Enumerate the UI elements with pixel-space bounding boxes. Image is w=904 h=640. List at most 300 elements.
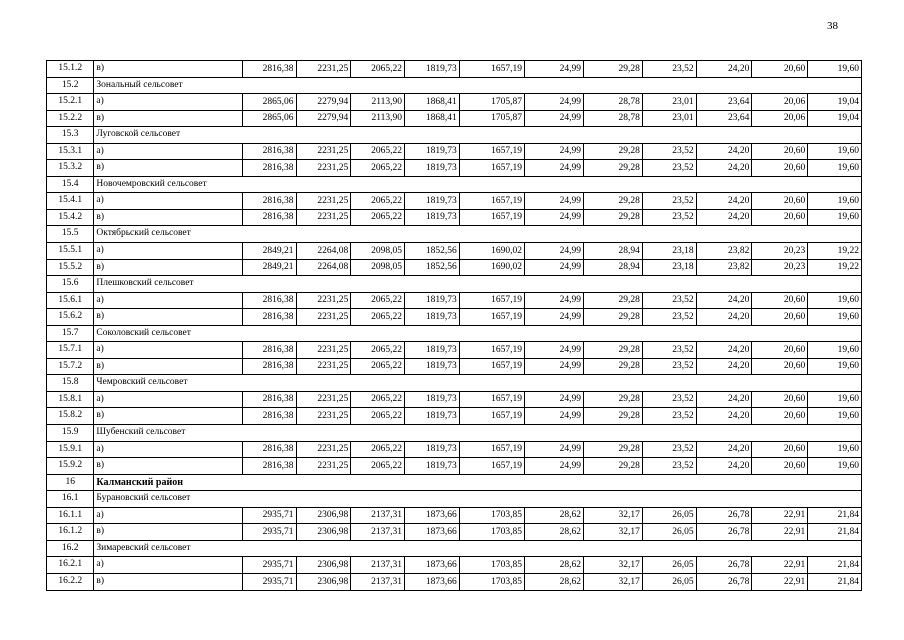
value-cell: 32,17 bbox=[583, 557, 642, 574]
value-cell: 21,84 bbox=[808, 524, 862, 541]
value-cell: 19,60 bbox=[808, 391, 862, 408]
value-cell: 29,28 bbox=[583, 209, 642, 226]
value-cell: 26,05 bbox=[642, 557, 696, 574]
section-title: Шубенский сельсовет bbox=[94, 425, 862, 442]
table-row bbox=[47, 391, 862, 408]
value-cell: 23,52 bbox=[642, 143, 696, 160]
value-cell: 2935,71 bbox=[242, 507, 296, 524]
table-row bbox=[47, 292, 862, 309]
value-cell: 1690,02 bbox=[459, 243, 524, 260]
value-cell: 23,52 bbox=[642, 193, 696, 210]
value-cell: 2065,22 bbox=[351, 391, 405, 408]
value-cell: 2816,38 bbox=[242, 193, 296, 210]
value-cell: 23,52 bbox=[642, 342, 696, 359]
table-row bbox=[47, 243, 862, 260]
value-cell: 1852,56 bbox=[404, 259, 459, 276]
table-row bbox=[47, 160, 862, 177]
value-cell: 23,52 bbox=[642, 358, 696, 375]
row-code: 15.9.1 bbox=[47, 441, 94, 458]
section-header-row bbox=[47, 77, 862, 94]
value-cell: 20,60 bbox=[752, 143, 808, 160]
value-cell: 2279,94 bbox=[296, 94, 351, 111]
value-cell: 2865,06 bbox=[242, 110, 296, 127]
value-cell: 29,28 bbox=[583, 292, 642, 309]
value-cell: 2816,38 bbox=[242, 160, 296, 177]
value-cell: 22,91 bbox=[752, 573, 808, 590]
value-cell: 19,04 bbox=[808, 94, 862, 111]
row-code: 15.3 bbox=[47, 127, 94, 144]
value-cell: 2231,25 bbox=[296, 342, 351, 359]
value-cell: 29,28 bbox=[583, 193, 642, 210]
section-header-row bbox=[47, 127, 862, 144]
value-cell: 20,06 bbox=[752, 94, 808, 111]
value-cell: 28,94 bbox=[583, 259, 642, 276]
row-label: а) bbox=[94, 94, 242, 111]
value-cell: 24,99 bbox=[525, 160, 584, 177]
value-cell: 24,20 bbox=[696, 391, 752, 408]
value-cell: 1657,19 bbox=[459, 458, 524, 475]
table-row bbox=[47, 507, 862, 524]
table-row bbox=[47, 61, 862, 78]
value-cell: 20,60 bbox=[752, 408, 808, 425]
value-cell: 21,84 bbox=[808, 507, 862, 524]
value-cell: 2231,25 bbox=[296, 193, 351, 210]
value-cell: 23,52 bbox=[642, 292, 696, 309]
value-cell: 24,20 bbox=[696, 209, 752, 226]
value-cell: 2231,25 bbox=[296, 408, 351, 425]
value-cell: 24,20 bbox=[696, 342, 752, 359]
value-cell: 1819,73 bbox=[404, 209, 459, 226]
value-cell: 2231,25 bbox=[296, 61, 351, 78]
value-cell: 26,78 bbox=[696, 573, 752, 590]
value-cell: 1819,73 bbox=[404, 292, 459, 309]
table-row bbox=[47, 110, 862, 127]
value-cell: 1657,19 bbox=[459, 441, 524, 458]
value-cell: 1657,19 bbox=[459, 143, 524, 160]
value-cell: 19,60 bbox=[808, 441, 862, 458]
row-code: 16 bbox=[47, 474, 94, 491]
value-cell: 1873,66 bbox=[404, 557, 459, 574]
value-cell: 19,60 bbox=[808, 61, 862, 78]
value-cell: 24,20 bbox=[696, 458, 752, 475]
value-cell: 28,62 bbox=[525, 573, 584, 590]
value-cell: 2816,38 bbox=[242, 143, 296, 160]
value-cell: 24,99 bbox=[525, 408, 584, 425]
value-cell: 29,28 bbox=[583, 143, 642, 160]
value-cell: 1703,85 bbox=[459, 507, 524, 524]
value-cell: 1657,19 bbox=[459, 61, 524, 78]
table-row bbox=[47, 94, 862, 111]
value-cell: 2935,71 bbox=[242, 557, 296, 574]
value-cell: 24,20 bbox=[696, 441, 752, 458]
value-cell: 20,60 bbox=[752, 193, 808, 210]
value-cell: 2816,38 bbox=[242, 342, 296, 359]
value-cell: 1690,02 bbox=[459, 259, 524, 276]
value-cell: 19,04 bbox=[808, 110, 862, 127]
value-cell: 1657,19 bbox=[459, 342, 524, 359]
table-row bbox=[47, 193, 862, 210]
value-cell: 1657,19 bbox=[459, 292, 524, 309]
value-cell: 29,28 bbox=[583, 342, 642, 359]
value-cell: 23,18 bbox=[642, 243, 696, 260]
value-cell: 28,62 bbox=[525, 507, 584, 524]
value-cell: 2113,90 bbox=[351, 110, 405, 127]
row-code: 15.6.2 bbox=[47, 309, 94, 326]
value-cell: 2816,38 bbox=[242, 441, 296, 458]
row-code: 15.8.2 bbox=[47, 408, 94, 425]
row-code: 15.1.2 bbox=[47, 61, 94, 78]
value-cell: 23,52 bbox=[642, 391, 696, 408]
value-cell: 2231,25 bbox=[296, 391, 351, 408]
section-title: Плешковский сельсовет bbox=[94, 276, 862, 293]
value-cell: 21,84 bbox=[808, 573, 862, 590]
value-cell: 23,52 bbox=[642, 61, 696, 78]
row-code: 15.5.2 bbox=[47, 259, 94, 276]
row-label: а) bbox=[94, 143, 242, 160]
value-cell: 2306,98 bbox=[296, 507, 351, 524]
row-code: 15.5 bbox=[47, 226, 94, 243]
row-label: в) bbox=[94, 309, 242, 326]
value-cell: 23,64 bbox=[696, 110, 752, 127]
value-cell: 2816,38 bbox=[242, 209, 296, 226]
value-cell: 24,20 bbox=[696, 358, 752, 375]
value-cell: 2113,90 bbox=[351, 94, 405, 111]
value-cell: 1657,19 bbox=[459, 193, 524, 210]
value-cell: 1819,73 bbox=[404, 342, 459, 359]
row-label: а) bbox=[94, 292, 242, 309]
value-cell: 2098,05 bbox=[351, 243, 405, 260]
value-cell: 2816,38 bbox=[242, 358, 296, 375]
value-cell: 2816,38 bbox=[242, 391, 296, 408]
value-cell: 24,99 bbox=[525, 342, 584, 359]
value-cell: 1819,73 bbox=[404, 391, 459, 408]
table-row bbox=[47, 143, 862, 160]
value-cell: 23,82 bbox=[696, 259, 752, 276]
value-cell: 1819,73 bbox=[404, 408, 459, 425]
value-cell: 1657,19 bbox=[459, 209, 524, 226]
section-title: Луговской сельсовет bbox=[94, 127, 862, 144]
value-cell: 1703,85 bbox=[459, 557, 524, 574]
value-cell: 1873,66 bbox=[404, 524, 459, 541]
table-row bbox=[47, 342, 862, 359]
value-cell: 1819,73 bbox=[404, 309, 459, 326]
value-cell: 28,62 bbox=[525, 557, 584, 574]
value-cell: 2306,98 bbox=[296, 557, 351, 574]
value-cell: 22,91 bbox=[752, 557, 808, 574]
table-body bbox=[47, 61, 862, 591]
value-cell: 1705,87 bbox=[459, 94, 524, 111]
table-row bbox=[47, 408, 862, 425]
section-header-row bbox=[47, 491, 862, 508]
value-cell: 1868,41 bbox=[404, 110, 459, 127]
value-cell: 20,60 bbox=[752, 358, 808, 375]
row-code: 15.9 bbox=[47, 425, 94, 442]
value-cell: 28,78 bbox=[583, 110, 642, 127]
row-code: 15.6.1 bbox=[47, 292, 94, 309]
table-row bbox=[47, 259, 862, 276]
value-cell: 26,05 bbox=[642, 524, 696, 541]
value-cell: 24,20 bbox=[696, 61, 752, 78]
value-cell: 19,60 bbox=[808, 458, 862, 475]
section-header-row bbox=[47, 375, 862, 392]
value-cell: 24,99 bbox=[525, 458, 584, 475]
row-label: в) bbox=[94, 524, 242, 541]
value-cell: 2065,22 bbox=[351, 61, 405, 78]
value-cell: 2306,98 bbox=[296, 573, 351, 590]
value-cell: 22,91 bbox=[752, 507, 808, 524]
value-cell: 19,60 bbox=[808, 160, 862, 177]
value-cell: 2137,31 bbox=[351, 524, 405, 541]
value-cell: 24,20 bbox=[696, 408, 752, 425]
value-cell: 2849,21 bbox=[242, 259, 296, 276]
value-cell: 20,60 bbox=[752, 61, 808, 78]
value-cell: 23,52 bbox=[642, 441, 696, 458]
value-cell: 2816,38 bbox=[242, 292, 296, 309]
value-cell: 29,28 bbox=[583, 160, 642, 177]
value-cell: 23,18 bbox=[642, 259, 696, 276]
value-cell: 2231,25 bbox=[296, 458, 351, 475]
section-header-row bbox=[47, 540, 862, 557]
value-cell: 2935,71 bbox=[242, 524, 296, 541]
section-title: Чемровский сельсовет bbox=[94, 375, 862, 392]
row-code: 15.3.1 bbox=[47, 143, 94, 160]
value-cell: 24,99 bbox=[525, 94, 584, 111]
value-cell: 1657,19 bbox=[459, 160, 524, 177]
value-cell: 1819,73 bbox=[404, 143, 459, 160]
row-code: 16.2.2 bbox=[47, 573, 94, 590]
value-cell: 32,17 bbox=[583, 573, 642, 590]
value-cell: 24,20 bbox=[696, 160, 752, 177]
row-code: 15.4.2 bbox=[47, 209, 94, 226]
value-cell: 29,28 bbox=[583, 309, 642, 326]
value-cell: 2849,21 bbox=[242, 243, 296, 260]
page-number: 38 bbox=[827, 20, 838, 32]
value-cell: 1657,19 bbox=[459, 358, 524, 375]
value-cell: 20,60 bbox=[752, 209, 808, 226]
value-cell: 20,60 bbox=[752, 160, 808, 177]
section-title: Зональный сельсовет bbox=[94, 77, 862, 94]
value-cell: 32,17 bbox=[583, 524, 642, 541]
section-header-row bbox=[47, 226, 862, 243]
value-cell: 24,99 bbox=[525, 243, 584, 260]
value-cell: 2231,25 bbox=[296, 143, 351, 160]
section-header-row bbox=[47, 325, 862, 342]
row-label: в) bbox=[94, 259, 242, 276]
value-cell: 2231,25 bbox=[296, 441, 351, 458]
value-cell: 1705,87 bbox=[459, 110, 524, 127]
value-cell: 2935,71 bbox=[242, 573, 296, 590]
value-cell: 24,99 bbox=[525, 209, 584, 226]
value-cell: 19,22 bbox=[808, 259, 862, 276]
value-cell: 32,17 bbox=[583, 507, 642, 524]
value-cell: 20,06 bbox=[752, 110, 808, 127]
row-code: 15.8.1 bbox=[47, 391, 94, 408]
row-code: 16.2 bbox=[47, 540, 94, 557]
value-cell: 1868,41 bbox=[404, 94, 459, 111]
value-cell: 28,94 bbox=[583, 243, 642, 260]
value-cell: 2816,38 bbox=[242, 61, 296, 78]
value-cell: 2065,22 bbox=[351, 143, 405, 160]
value-cell: 23,52 bbox=[642, 209, 696, 226]
value-cell: 2231,25 bbox=[296, 292, 351, 309]
value-cell: 24,99 bbox=[525, 143, 584, 160]
value-cell: 26,78 bbox=[696, 557, 752, 574]
value-cell: 2816,38 bbox=[242, 408, 296, 425]
row-code: 15.8 bbox=[47, 375, 94, 392]
value-cell: 23,52 bbox=[642, 309, 696, 326]
value-cell: 2279,94 bbox=[296, 110, 351, 127]
value-cell: 24,99 bbox=[525, 61, 584, 78]
value-cell: 2065,22 bbox=[351, 408, 405, 425]
value-cell: 26,78 bbox=[696, 524, 752, 541]
value-cell: 2231,25 bbox=[296, 209, 351, 226]
row-code: 16.1 bbox=[47, 491, 94, 508]
value-cell: 24,99 bbox=[525, 309, 584, 326]
value-cell: 2065,22 bbox=[351, 441, 405, 458]
value-cell: 22,91 bbox=[752, 524, 808, 541]
value-cell: 29,28 bbox=[583, 441, 642, 458]
value-cell: 2065,22 bbox=[351, 160, 405, 177]
row-code: 15.5.1 bbox=[47, 243, 94, 260]
value-cell: 2065,22 bbox=[351, 193, 405, 210]
row-label: а) bbox=[94, 243, 242, 260]
value-cell: 19,60 bbox=[808, 143, 862, 160]
value-cell: 19,60 bbox=[808, 209, 862, 226]
value-cell: 2816,38 bbox=[242, 458, 296, 475]
value-cell: 23,82 bbox=[696, 243, 752, 260]
row-code: 16.1.1 bbox=[47, 507, 94, 524]
row-code: 15.4 bbox=[47, 176, 94, 193]
row-code: 15.4.1 bbox=[47, 193, 94, 210]
value-cell: 2137,31 bbox=[351, 557, 405, 574]
value-cell: 28,78 bbox=[583, 94, 642, 111]
value-cell: 2065,22 bbox=[351, 358, 405, 375]
table-row bbox=[47, 573, 862, 590]
value-cell: 20,60 bbox=[752, 458, 808, 475]
value-cell: 20,60 bbox=[752, 309, 808, 326]
value-cell: 2264,08 bbox=[296, 243, 351, 260]
value-cell: 24,20 bbox=[696, 292, 752, 309]
value-cell: 2065,22 bbox=[351, 209, 405, 226]
row-label: в) bbox=[94, 61, 242, 78]
value-cell: 1819,73 bbox=[404, 458, 459, 475]
value-cell: 1873,66 bbox=[404, 573, 459, 590]
value-cell: 20,60 bbox=[752, 292, 808, 309]
value-cell: 26,05 bbox=[642, 507, 696, 524]
row-label: в) bbox=[94, 408, 242, 425]
row-label: а) bbox=[94, 193, 242, 210]
row-code: 15.7.2 bbox=[47, 358, 94, 375]
row-code: 15.2 bbox=[47, 77, 94, 94]
value-cell: 23,52 bbox=[642, 408, 696, 425]
table-row bbox=[47, 309, 862, 326]
district-header-row bbox=[47, 474, 862, 491]
row-label: а) bbox=[94, 441, 242, 458]
value-cell: 24,99 bbox=[525, 441, 584, 458]
value-cell: 29,28 bbox=[583, 358, 642, 375]
value-cell: 2137,31 bbox=[351, 573, 405, 590]
value-cell: 1819,73 bbox=[404, 61, 459, 78]
value-cell: 19,60 bbox=[808, 358, 862, 375]
value-cell: 2065,22 bbox=[351, 458, 405, 475]
value-cell: 19,60 bbox=[808, 193, 862, 210]
value-cell: 1873,66 bbox=[404, 507, 459, 524]
value-cell: 1657,19 bbox=[459, 408, 524, 425]
value-cell: 29,28 bbox=[583, 391, 642, 408]
value-cell: 1703,85 bbox=[459, 573, 524, 590]
value-cell: 20,23 bbox=[752, 259, 808, 276]
row-code: 16.2.1 bbox=[47, 557, 94, 574]
value-cell: 2306,98 bbox=[296, 524, 351, 541]
row-label: в) bbox=[94, 573, 242, 590]
value-cell: 2231,25 bbox=[296, 358, 351, 375]
value-cell: 1819,73 bbox=[404, 441, 459, 458]
value-cell: 1819,73 bbox=[404, 160, 459, 177]
section-title: Зимаревский сельсовет bbox=[94, 540, 862, 557]
value-cell: 23,64 bbox=[696, 94, 752, 111]
row-code: 15.2.2 bbox=[47, 110, 94, 127]
value-cell: 1852,56 bbox=[404, 243, 459, 260]
value-cell: 2865,06 bbox=[242, 94, 296, 111]
value-cell: 20,23 bbox=[752, 243, 808, 260]
value-cell: 1703,85 bbox=[459, 524, 524, 541]
value-cell: 2231,25 bbox=[296, 309, 351, 326]
section-title: Соколовский сельсовет bbox=[94, 325, 862, 342]
value-cell: 21,84 bbox=[808, 557, 862, 574]
value-cell: 29,28 bbox=[583, 61, 642, 78]
district-title: Калманский район bbox=[94, 474, 862, 491]
value-cell: 23,52 bbox=[642, 458, 696, 475]
value-cell: 2264,08 bbox=[296, 259, 351, 276]
value-cell: 29,28 bbox=[583, 458, 642, 475]
value-cell: 26,78 bbox=[696, 507, 752, 524]
row-label: в) bbox=[94, 209, 242, 226]
value-cell: 19,60 bbox=[808, 309, 862, 326]
section-title: Октябрьский сельсовет bbox=[94, 226, 862, 243]
value-cell: 2065,22 bbox=[351, 309, 405, 326]
tariff-table bbox=[46, 60, 862, 591]
row-label: в) bbox=[94, 358, 242, 375]
value-cell: 19,60 bbox=[808, 342, 862, 359]
row-label: а) bbox=[94, 342, 242, 359]
value-cell: 23,01 bbox=[642, 94, 696, 111]
table-row bbox=[47, 524, 862, 541]
row-code: 16.1.2 bbox=[47, 524, 94, 541]
value-cell: 20,60 bbox=[752, 342, 808, 359]
value-cell: 19,60 bbox=[808, 408, 862, 425]
row-code: 15.6 bbox=[47, 276, 94, 293]
value-cell: 2231,25 bbox=[296, 160, 351, 177]
value-cell: 1657,19 bbox=[459, 309, 524, 326]
section-header-row bbox=[47, 176, 862, 193]
section-header-row bbox=[47, 276, 862, 293]
value-cell: 20,60 bbox=[752, 391, 808, 408]
value-cell: 2816,38 bbox=[242, 309, 296, 326]
value-cell: 1657,19 bbox=[459, 391, 524, 408]
value-cell: 2137,31 bbox=[351, 507, 405, 524]
value-cell: 2098,05 bbox=[351, 259, 405, 276]
value-cell: 24,99 bbox=[525, 110, 584, 127]
value-cell: 1819,73 bbox=[404, 358, 459, 375]
table-row bbox=[47, 209, 862, 226]
row-label: а) bbox=[94, 557, 242, 574]
value-cell: 24,20 bbox=[696, 143, 752, 160]
value-cell: 29,28 bbox=[583, 408, 642, 425]
value-cell: 23,01 bbox=[642, 110, 696, 127]
value-cell: 26,05 bbox=[642, 573, 696, 590]
value-cell: 24,99 bbox=[525, 391, 584, 408]
value-cell: 24,99 bbox=[525, 358, 584, 375]
